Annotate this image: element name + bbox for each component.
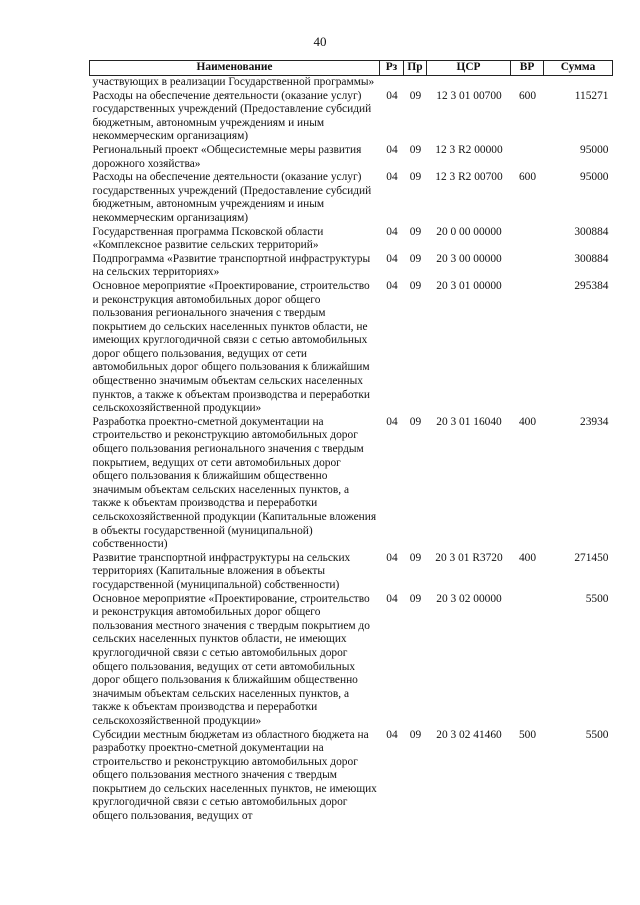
table-row — [90, 552, 613, 593]
row-pr: 09 — [409, 415, 422, 428]
row-sum: 295384 — [574, 279, 609, 292]
row-name: Основное мероприятие «Проектирование, строительство и реконструкция автомобильных дорог общего пользования местного значения с твердым покрытием до сельских населенных пунктов области, не имеющих круглогодичной связи с сетью автомобильных дорог общего пользования, ведущих от сети автомобильных дорог общего пользования к ближайшим общественно значимым объектам сельских населенных пунктов, а также к объектам производства и переработки сельскохозяйственной продукции» — [92, 592, 370, 727]
row-csr: 20 3 02 00000 — [436, 592, 502, 605]
row-rz — [380, 76, 404, 90]
table-row — [90, 144, 613, 171]
table-row — [90, 226, 613, 253]
row-sum: 23934 — [580, 415, 609, 428]
row-sum: 95000 — [580, 143, 609, 156]
row-pr: 09 — [409, 279, 422, 292]
row-csr: 20 3 01 R3720 — [435, 551, 503, 564]
row-name: участвующих в реализации Государственной программы» — [92, 76, 375, 88]
row-name: Развитие транспортной инфраструктуры на сельских территориях (Капитальные вложения в объекты государственной (муниципальной) собственности) — [92, 551, 351, 591]
row-rz: 04 — [386, 592, 398, 605]
header-rz: Рз — [380, 61, 404, 76]
header-csr: ЦСР — [427, 61, 511, 76]
row-vr: 500 — [518, 728, 537, 741]
row-vr — [511, 226, 544, 253]
row-name: Государственная программа Псковской области «Комплексное развитие сельских территорий» — [92, 225, 324, 252]
row-rz: 04 — [386, 415, 398, 428]
row-name: Разработка проектно-сметной документации на строительство и реконструкцию автомобильных дорог общего пользования регионального значения с твердым покрытием, ведущих от сети автомобильных дорог общего пользования к ближайшим общественно значимым объектам сельских населенных пунктов, а также к объектам производства и переработки сельскохозяйственной продукции (Капитальные вложения в объекты государственной (муниципальной) собственности) — [92, 415, 377, 551]
row-name: Расходы на обеспечение деятельности (оказание услуг) государственных учреждений (Предоставление субсидий бюджетным, автономным учреждениям и иным некоммерческим организациям) — [92, 171, 372, 224]
row-pr: 09 — [409, 551, 422, 564]
row-pr: 09 — [409, 252, 422, 265]
row-pr: 09 — [409, 171, 422, 184]
row-sum: 115271 — [574, 89, 609, 102]
row-pr: 09 — [409, 89, 422, 102]
row-rz: 04 — [386, 143, 398, 156]
row-csr — [427, 76, 511, 90]
row-csr: 12 3 01 00700 — [436, 89, 502, 102]
row-csr: 20 3 00 00000 — [436, 252, 502, 265]
table-row — [90, 253, 613, 280]
row-csr: 12 3 R2 00700 — [435, 171, 503, 184]
row-csr: 20 3 01 00000 — [436, 279, 502, 292]
row-vr: 600 — [518, 89, 537, 102]
row-vr — [511, 144, 544, 171]
table-row — [90, 171, 613, 225]
row-name: Основное мероприятие «Проектирование, строительство и реконструкция автомобильных дорог общего пользования регионального значения с твердым покрытием до сельских населенных пунктов области, не имеющих круглогодичной связи с сетью автомобильных дорог общего пользования, ведущих от сети автомобильных дорог общего пользования к ближайшим общественно значимым объектам сельских населенных пунктов, а также к объектам производства и переработки сельскохозяйственной продукции» — [92, 279, 371, 415]
row-csr: 20 0 00 00000 — [436, 225, 502, 238]
row-name: Субсидии местным бюджетам из областного бюджета на разработку проектно-сметной документации на строительство и реконструкцию автомобильных дорог общего пользования местного значения с твердым покрытием до сельских населенных пунктов, не имеющих круглогодичной связи с сетью автомобильных дорог общего пользования, ведущих от — [92, 728, 377, 823]
table-body — [90, 76, 613, 824]
row-name: Расходы на обеспечение деятельности (оказание услуг) государственных учреждений (Предоставление субсидий бюджетным, автономным учреждениям и иным некоммерческим организациям) — [92, 89, 372, 143]
row-rz: 04 — [386, 171, 398, 184]
row-name: Региональный проект «Общесистемные меры развития дорожного хозяйства» — [92, 143, 362, 170]
header-sum: Сумма — [544, 61, 613, 76]
row-vr — [511, 76, 544, 90]
row-csr: 20 3 01 16040 — [436, 415, 502, 428]
row-sum: 5500 — [585, 728, 609, 741]
table-row — [90, 593, 613, 729]
page-number: 40 — [313, 34, 327, 49]
row-vr: 400 — [518, 415, 537, 428]
row-sum: 300884 — [574, 225, 609, 238]
table-row — [90, 76, 613, 90]
table-row — [90, 90, 613, 144]
row-pr — [404, 76, 427, 90]
header-vr: ВР — [511, 61, 544, 76]
row-csr: 12 3 R2 00000 — [435, 143, 503, 156]
header-pr: Пр — [404, 61, 427, 76]
row-rz: 04 — [386, 551, 398, 564]
row-sum — [544, 76, 613, 90]
row-vr — [511, 280, 544, 416]
row-pr: 09 — [409, 728, 422, 741]
row-vr: 600 — [518, 171, 537, 184]
row-rz: 04 — [386, 728, 398, 741]
row-rz: 04 — [386, 89, 398, 102]
row-pr: 09 — [409, 143, 422, 156]
row-pr: 09 — [409, 592, 422, 605]
table-header — [90, 61, 613, 76]
budget-table — [89, 60, 613, 824]
row-rz: 04 — [386, 225, 398, 238]
row-rz: 04 — [386, 252, 398, 265]
row-sum: 300884 — [574, 252, 609, 265]
row-rz: 04 — [386, 279, 398, 292]
row-name: Подпрограмма «Развитие транспортной инфраструктуры на сельских территориях» — [92, 252, 371, 279]
table-row — [90, 729, 613, 824]
row-pr: 09 — [409, 225, 422, 238]
row-vr — [511, 253, 544, 280]
row-sum: 95000 — [580, 171, 609, 184]
row-sum: 5500 — [585, 592, 609, 605]
table-row — [90, 280, 613, 416]
table-row — [90, 416, 613, 552]
row-vr — [511, 593, 544, 729]
row-csr: 20 3 02 41460 — [436, 728, 502, 741]
row-vr: 400 — [518, 551, 537, 564]
header-name: Наименование — [90, 61, 380, 76]
row-sum: 271450 — [574, 551, 609, 564]
